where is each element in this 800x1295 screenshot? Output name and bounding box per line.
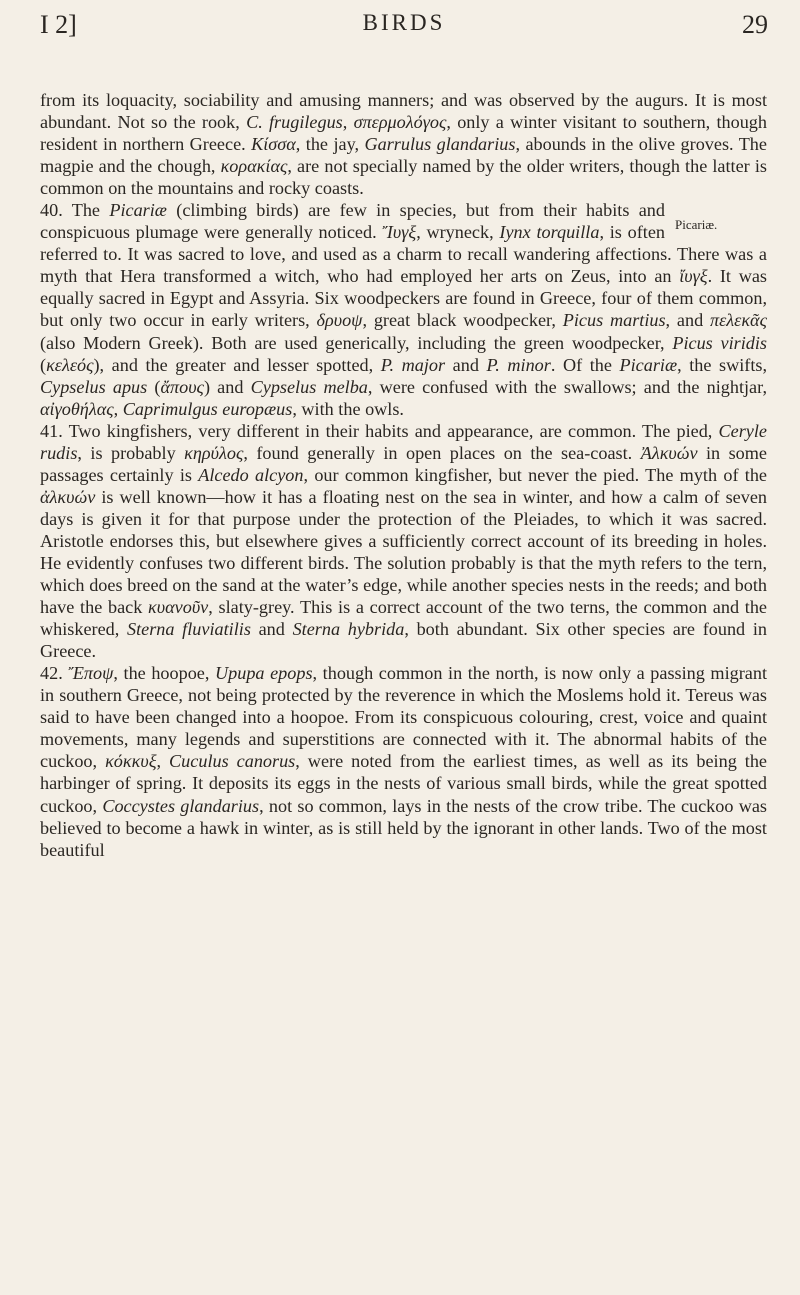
italic-term: Caprimulgus europæus [122,398,293,419]
text-run: , the jay, [295,134,365,155]
italic-term: Cypselus apus [40,376,148,397]
italic-term: ἴυγξ [679,266,708,287]
text-run: , were noted from the earliest times, as well as its being the harbinger of spring. It deposits its eggs in the nests of various small birds, while the great spotted cuckoo, [40,751,768,816]
text-run: , [113,398,123,419]
italic-term: κορακίας [220,156,288,177]
italic-term: Κίσσα [251,134,296,155]
text-run: , and [665,310,710,331]
text-run: and [445,354,487,375]
italic-term: πελεκᾶς [710,310,767,331]
italic-term: Picus martius [562,310,666,331]
italic-term: Garrulus glandarius [364,134,516,155]
italic-term: Picariæ [619,354,678,375]
text-run: , are not specially named by the older writers, though the latter is common on the mountains and rocky coasts. [40,156,767,199]
text-run: , great black woodpecker, [362,310,563,331]
italic-term: Picariæ [109,200,167,221]
text-run: , the hoopoe, [113,663,216,684]
italic-term: δρυοψ [316,310,363,331]
italic-term: κυανοῦν [148,597,209,618]
text-run: ), and the greater and lesser spotted, [93,354,381,375]
italic-term: Picus viridis [672,332,767,353]
text-run: , both abundant. Six other species are found in Greece. [40,619,767,662]
text-run: , slaty-grey. This is a correct account of the two terns, the common and the whiskered, [40,597,767,640]
text-run: , were confused with the swallows; and the nightjar, [367,376,767,397]
paragraph-p-40 [40,199,767,419]
italic-term: C. frugilegus [246,112,343,133]
italic-term: αἰγοθήλας [40,398,114,419]
italic-term: Iynx torquilla [499,222,600,243]
italic-term: Sterna fluviatilis [127,619,251,640]
text-run: and [250,619,293,640]
italic-term: κηρύλος [184,442,244,463]
text-run: (also Modern Greek). Both are used generically, including the green woodpecker, [40,332,673,353]
paragraph-p-42 [40,662,767,860]
text-run: . It was equally sacred in Egypt and Assyria. Six woodpeckers are found in Greece, four of them common, but only two occur in early writers, [40,266,767,331]
text-run: , our common kingfisher, but never the pied. The myth of the [303,464,767,485]
text-run: 41. Two kingfishers, very different in their habits and appearance, are common. The pied, [40,420,719,441]
text-run: ( [147,376,161,397]
italic-term: Ἔποψ [68,663,114,684]
text-run: (climbing birds) are few in species, but from their habits and conspicuous plumage were generally noticed. [40,200,665,243]
margin-note: Picariæ. [675,217,718,233]
text-run: , with the owls. [292,398,404,419]
italic-term: P. major [380,354,446,375]
text-run: , though common in the north, is now only a passing migrant in southern Greece, not being protected by the reverence in which the Moslems hold it. Tereus was said to have been changed into a hoopoe. From its conspicuous colouring, crest, voice and quaint movements, many legends and superstitions are connected with it. The abnormal habits of the cuckoo, [40,663,768,772]
text-run: is well known—how it has a floating nest on the sea in winter, and how a calm of seven days is given it for that purpose under the protection of the Pleiades, to which it was sacred. Aristotle endorses this, but elsewhere gives a sufficiently correct account of its breeding in holes. He evidently confuses two different birds. The solution probably is that the myth refers to the tern, which does breed on the sand at the water’s edge, while another species nests in the reeds; and both have the back [40,486,767,618]
page-number: 29 [742,10,768,39]
text-run: ) and [203,376,251,397]
text-run: from its loquacity, sociability and amusing manners; and was observed by the augurs. It is most abundant. Not so the rook, [40,90,767,133]
italic-term: Ἴυγξ [382,222,417,243]
text-run: , is probably [77,442,185,463]
running-title: BIRDS [362,10,446,35]
italic-term: Ceryle rudis [40,420,767,463]
italic-term: Ἀλκυών [640,442,698,463]
text-run: ( [40,354,47,375]
text-run: , found generally in open places on the sea-coast. [243,442,641,463]
paragraph-p-continued [40,89,767,199]
italic-term: ἄπους [160,376,204,397]
italic-term: κόκκυξ [105,751,157,772]
running-header [40,10,768,44]
italic-term: Coccystes glandarius [102,795,260,816]
text-run: . Of the [550,354,620,375]
italic-term: Cypselus melba [250,376,368,397]
text-run: , [156,751,170,772]
text-run: , wryneck, [416,222,500,243]
text-run: , [342,112,354,133]
italic-term: Sterna hybrida [292,619,405,640]
italic-term: Alcedo alcyon [198,464,304,485]
text-run: in some passages certainly is [40,442,767,485]
text-run: , only a winter visitant to southern, though resident in northern Greece. [40,112,767,155]
text-run: , the swifts, [677,354,768,375]
body-text [40,89,767,861]
italic-term: Cuculus canorus [169,751,296,772]
italic-term: σπερμολόγος [353,112,447,133]
italic-term: Upupa epops [215,663,313,684]
section-marker: I 2] [40,10,77,39]
text-run: , is often referred to. It was sacred to love, and used as a charm to recall wandering affections. There was a myth that Hera transformed a witch, who had employed her arts on Zeus, into an [40,222,767,287]
text-run: 42. [40,663,69,684]
text-run: , not so common, lays in the nests of the crow tribe. The cuckoo was believed to become a hawk in winter, as is still held by the ignorant in other lands. Two of the most beautiful [40,795,767,860]
text-run: 40. The [40,200,110,221]
paragraph-p-41 [40,420,767,663]
italic-term: ἀλκυών [40,486,96,507]
text-run: , abounds in the olive groves. The magpie and the chough, [40,134,767,177]
italic-term: P. minor [486,354,551,375]
italic-term: κελεός [46,354,94,375]
